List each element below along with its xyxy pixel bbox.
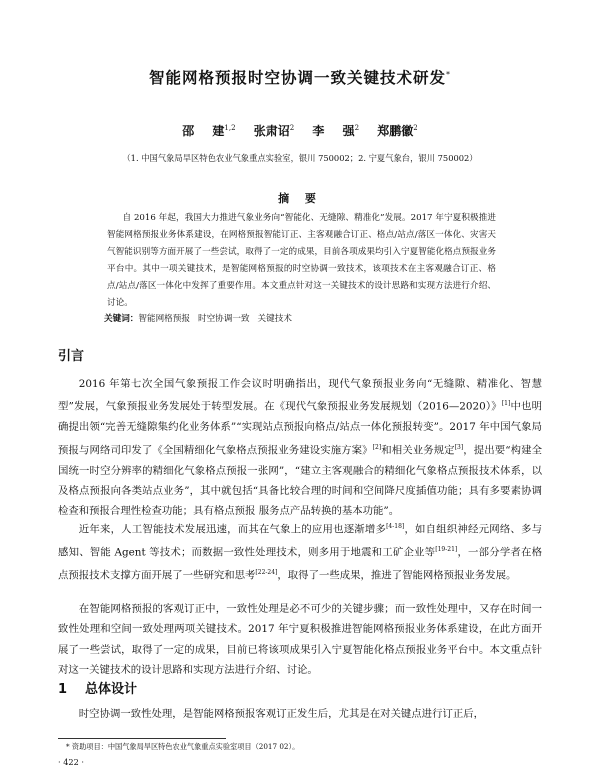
author: 郑鹏徽$^2$ — [377, 124, 418, 138]
keywords-label: 关键词： — [104, 314, 139, 324]
citation-ref: [22-24] — [255, 568, 278, 576]
text-run: 中也明确提出领“完善无缝隙集约化业务体系”“实现站点预报向格点/站点一体化预报转变”。2017 年中国气象局预报与网络司印发了《全国精细化气象格点预报业务建设实施方案》 — [58, 400, 543, 457]
paragraph — [58, 599, 542, 681]
keyword: 关键技术 — [257, 314, 292, 324]
footnote-divider — [58, 738, 226, 739]
section-heading-introduction: 引言 — [58, 349, 85, 364]
paragraph — [58, 374, 542, 522]
citation-ref: [1] — [501, 400, 511, 408]
citation-ref: [2] — [372, 443, 382, 451]
author-list — [0, 122, 600, 139]
footnote: * 资助项目：中国气象局旱区特色农业气象重点实验室项目（2017 02）。 — [66, 742, 300, 751]
text-run: ，一部分学者在格点预报技术支撑方面开展了一些研究和思考 — [58, 546, 542, 582]
author: 邵 建$^{1,2}$ — [182, 124, 236, 138]
paper-title — [0, 66, 600, 88]
text-run: 2016 年第七次全国气象预报工作会议时明确指出，现代气象预报业务向“无缝隙、精准化、智慧型”发展，气象预报业务发展处于转型发展。在《现代气象预报业务发展规划（2016—2020）》 — [58, 378, 542, 413]
text-run: 在智能网格预报的客观订正中，一致性处理是必不可少的关键步骤；而一致性处理中，又存在时间一致性处理和空间一致处理两项关键技术。2017 年宁夏积极推进智能网格预报业务体系建设，在此方面开展了一些尝试，取得了一定的成果，目前已将该项成果引入宁夏智能化格点预报业务平台中。本文重点针对这一关键技术的设计思路和实现方法进行介绍、讨论。 — [58, 603, 542, 677]
abstract-body: 自 2016 年起，我国大力推进气象业务向“智能化、无缝隙、精准化”发展。2017 年宁夏积极推进智能网格预报业务体系建设，在网格预报智能订正、主客观融合订正、格点/站点/落区一体化、灾害天气智能识别等方面开展了一些尝试，取得了一定的成果，目前各项成果均引入宁夏智能化格点预报业务平台中。其中一项关键技术，是智能网格预报的时空协调一致技术，该项技术在主客观融合订正、格点/站点/落区一体化中发挥了重要作用。本文重点针对这一关键技术的设计思路和实现方法进行介绍、讨论。 — [107, 213, 496, 308]
section-heading-overall-design: 1 总体设计 — [58, 682, 138, 697]
text-run: ，提出要“构建全国统一时空分辨率的精细化气象格点预报一张网”，“建立主客观融合的精细化气象格点预报技术体系，以及格点预报向各类站点业务”，其中就包括“具备比较合理的时间和空间降尺度插值功能；具有多要素协调检查和预报合理性检查功能；具有格点预报 服务点产品转换的基本功能”。 — [58, 444, 543, 518]
affiliation: （1. 中国气象局旱区特色农业气象重点实验室，银川 750002；2. 宁夏气象台，银川 750002） — [122, 153, 478, 163]
keyword: 智能网格预报 — [138, 314, 190, 324]
paragraph — [58, 704, 542, 724]
paper-title-text: 智能网格预报时空协调一致关键技术研发 — [148, 69, 446, 87]
citation-ref: [19-21] — [435, 545, 458, 553]
text-run: ，取得了一些成果，推进了智能网格预报业务发展。 — [277, 569, 517, 582]
paragraph — [58, 517, 542, 586]
text-run: 近年来，人工智能技术发展迅速，而其在气象上的应用也逐渐增多 — [78, 523, 387, 536]
text-run: 时空协调一致性处理，是智能网格预报客观订正发生后，尤其是在对关键点进行订正后， — [78, 708, 485, 720]
text-run: ，如自组织神经元网络、多与感知、智能 Agent 等技术；而数据一致性处理技术，则多用于地震和工矿企业等 — [58, 523, 542, 559]
author: 李 强$^2$ — [312, 124, 360, 138]
text-run: 和相关业务规定 — [381, 444, 455, 457]
abstract-heading: 摘 要 — [278, 192, 322, 205]
keywords — [104, 312, 496, 324]
citation-ref: [4-18] — [386, 523, 405, 530]
author: 张肃诏$^2$ — [253, 124, 295, 138]
citation-ref: [3] — [454, 443, 464, 451]
page-number: · 422 · — [58, 757, 85, 767]
title-footnote-mark: * — [446, 69, 451, 79]
keyword: 时空协调一致 — [197, 314, 250, 324]
